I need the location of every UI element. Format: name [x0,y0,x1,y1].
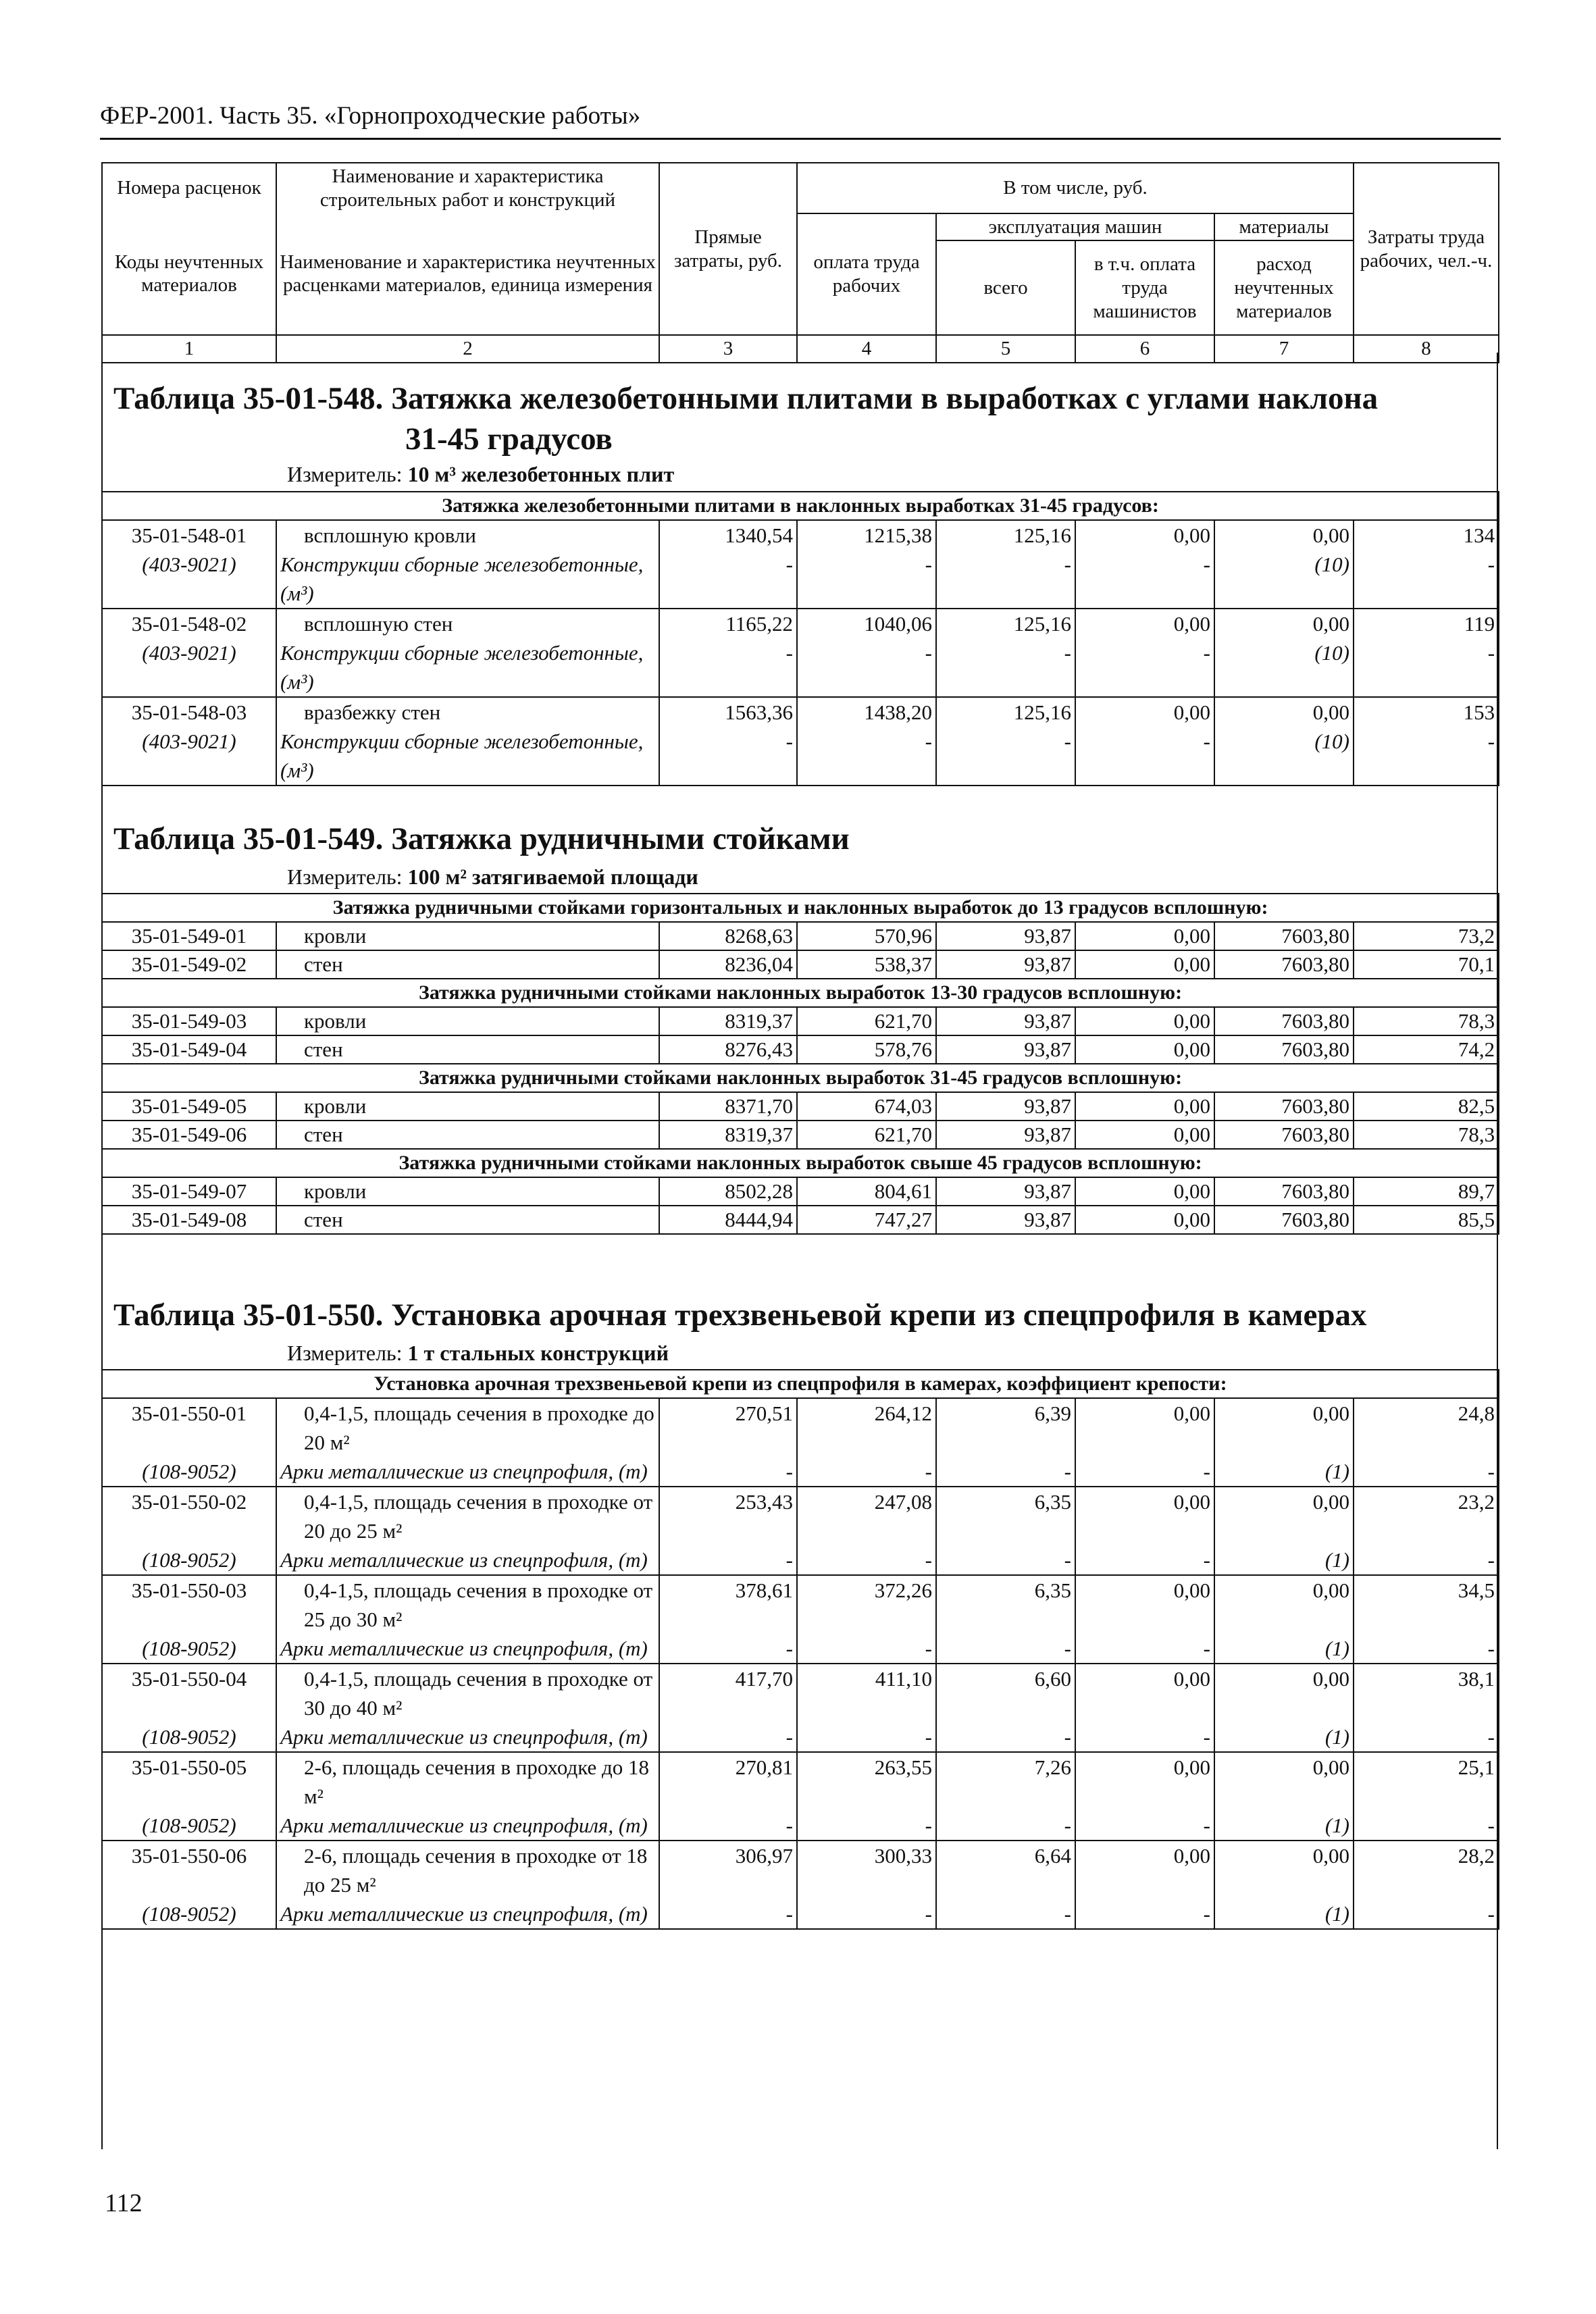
material-name: Арки металлические из спецпрофиля, (т) [276,1457,659,1487]
value-cell: 78,3 [1354,1121,1499,1149]
material-quantity: (1) [1214,1634,1354,1664]
rate-name: стен [276,1206,659,1234]
table-548-title: Таблица 35-01-548. Затяжка железобетонными плитами в выработках с углами наклона [113,381,1379,416]
rate-name: 0,4-1,5, площадь сечения в проходке до 20 м² [276,1398,659,1457]
material-name: Арки металлические из спецпрофиля, (т) [276,1899,659,1929]
section-title: Затяжка рудничными стойками наклонных выработок 13-30 градусов всплошную: [102,979,1499,1007]
empty-dash-cell: - [1075,1899,1214,1929]
empty-dash-cell: - [659,1634,797,1664]
page-number: 112 [105,2189,143,2217]
rate-code: 35-01-548-02 [102,609,276,638]
value-cell: 6,39 [936,1398,1075,1457]
value-cell: 0,00 [1075,922,1214,950]
rate-row [102,1664,1499,1722]
rate-name: всплошную стен [276,609,659,638]
material-row [102,1722,1499,1752]
rate-code: 35-01-550-06 [102,1841,276,1899]
rate-name: 0,4-1,5, площадь сечения в проходке от 30 до 40 м² [276,1664,659,1722]
rate-name: 2-6, площадь сечения в проходке до 18 м² [276,1752,659,1811]
empty-dash-cell: - [797,1722,936,1752]
empty-dash-cell: - [1354,727,1499,786]
rate-row [102,1398,1499,1457]
value-cell: 93,87 [936,950,1075,979]
value-cell: 0,00 [1214,1752,1354,1811]
section-header-row [102,1370,1499,1398]
section-title: Затяжка рудничными стойками наклонных выработок 31-45 градусов всплошную: [102,1064,1499,1092]
rate-code: 35-01-548-01 [102,520,276,550]
rate-code: 35-01-550-05 [102,1752,276,1811]
empty-dash-cell: - [1075,1634,1214,1664]
value-cell: 0,00 [1075,609,1214,638]
material-name: Арки металлические из спецпрофиля, (т) [276,1811,659,1841]
empty-dash-cell: - [659,638,797,697]
col-head-including: В том числе, руб. [797,163,1354,213]
value-cell: 23,2 [1354,1487,1499,1545]
material-row [102,1899,1499,1929]
value-cell: 0,00 [1075,1177,1214,1206]
value-cell: 300,33 [797,1841,936,1899]
empty-dash-cell: - [797,1634,936,1664]
material-code: (108-9052) [102,1899,276,1929]
value-cell: 0,00 [1214,1841,1354,1899]
value-cell: 0,00 [1075,1035,1214,1064]
empty-dash-cell: - [1075,727,1214,786]
value-cell: 372,26 [797,1575,936,1634]
page-header: ФЕР-2001. Часть 35. «Горнопроходческие работы» [100,102,641,130]
empty-dash-cell: - [1354,638,1499,697]
col-head-machines: эксплуатация машин [936,213,1214,241]
rate-name: всплошную кровли [276,520,659,550]
value-cell: 0,00 [1075,1007,1214,1035]
empty-dash-cell: - [659,1545,797,1575]
material-code: (108-9052) [102,1811,276,1841]
col-num: 2 [276,335,659,363]
value-cell: 1438,20 [797,697,936,727]
value-cell: 263,55 [797,1752,936,1811]
table-549-title: Таблица 35-01-549. Затяжка рудничными стойками [113,821,850,856]
section-title: Затяжка железобетонными плитами в наклонных выработках 31-45 градусов: [102,492,1499,520]
table-548-unit: Измеритель: 10 м³ железобетонных плит [287,462,675,486]
empty-dash-cell: - [797,1457,936,1487]
col-head-machinist-wages: в т.ч. оплата труда машинистов [1075,240,1214,335]
rate-row [102,1575,1499,1634]
empty-dash-cell: - [1075,1722,1214,1752]
value-cell: 93,87 [936,922,1075,950]
value-cell: 70,1 [1354,950,1499,979]
material-quantity: (1) [1214,1722,1354,1752]
material-code: (108-9052) [102,1634,276,1664]
value-cell: 0,00 [1075,1664,1214,1722]
material-name: Арки металлические из спецпрофиля, (т) [276,1634,659,1664]
empty-dash-cell: - [797,1545,936,1575]
value-cell: 6,35 [936,1575,1075,1634]
section-header-row [102,492,1499,520]
value-cell: 8371,70 [659,1092,797,1121]
value-cell: 0,00 [1075,1487,1214,1545]
material-code: (108-9052) [102,1457,276,1487]
rate-code: 35-01-549-06 [102,1121,276,1149]
value-cell: 8319,37 [659,1121,797,1149]
section-header-row [102,979,1499,1007]
value-cell: 1165,22 [659,609,797,638]
empty-dash-cell: - [797,727,936,786]
rate-row [102,609,1499,638]
rate-code: 35-01-549-05 [102,1092,276,1121]
value-cell: 34,5 [1354,1575,1499,1634]
rate-row [102,1121,1499,1149]
value-cell: 85,5 [1354,1206,1499,1234]
value-cell: 78,3 [1354,1007,1499,1035]
value-cell: 578,76 [797,1035,936,1064]
value-cell: 1340,54 [659,520,797,550]
value-cell: 0,00 [1214,1398,1354,1457]
material-quantity: (1) [1214,1899,1354,1929]
section-header-row [102,1064,1499,1092]
empty-dash-cell: - [659,727,797,786]
material-quantity: (10) [1214,550,1354,609]
value-cell: 538,37 [797,950,936,979]
rate-code: 35-01-549-02 [102,950,276,979]
col-head-code-bottom: Коды неучтенных материалов [102,213,276,336]
value-cell: 7603,80 [1214,1121,1354,1149]
value-cell: 7,26 [936,1752,1075,1811]
material-row [102,1457,1499,1487]
value-cell: 89,7 [1354,1177,1499,1206]
rate-row [102,1752,1499,1811]
material-code: (403-9021) [102,727,276,786]
col-head-direct-costs: Прямые затраты, руб. [659,163,797,335]
value-cell: 8276,43 [659,1035,797,1064]
col-head-labor: Затраты труда рабочих, чел.-ч. [1354,163,1499,335]
rate-row [102,1841,1499,1899]
rate-row [102,1487,1499,1545]
empty-dash-cell: - [1354,1545,1499,1575]
rate-name: стен [276,1121,659,1149]
value-cell: 93,87 [936,1007,1075,1035]
value-cell: 93,87 [936,1206,1075,1234]
rate-code: 35-01-549-01 [102,922,276,950]
column-header-table [101,162,1499,363]
table-548 [101,491,1499,786]
empty-dash-cell: - [1075,1545,1214,1575]
value-cell: 378,61 [659,1575,797,1634]
rate-code: 35-01-550-01 [102,1398,276,1457]
col-head-code-top: Номера расценок [102,163,276,213]
tables-area [101,353,1498,2149]
material-name: Арки металлические из спецпрофиля, (т) [276,1545,659,1575]
material-code: (108-9052) [102,1545,276,1575]
value-cell: 38,1 [1354,1664,1499,1722]
table-549-unit: Измеритель: 100 м² затягиваемой площади [287,865,698,889]
col-num: 3 [659,335,797,363]
value-cell: 0,00 [1075,1206,1214,1234]
material-quantity: (1) [1214,1545,1354,1575]
value-cell: 1215,38 [797,520,936,550]
value-cell: 7603,80 [1214,1206,1354,1234]
value-cell: 0,00 [1075,950,1214,979]
rate-row [102,1177,1499,1206]
value-cell: 674,03 [797,1092,936,1121]
value-cell: 306,97 [659,1841,797,1899]
value-cell: 411,10 [797,1664,936,1722]
rate-code: 35-01-549-08 [102,1206,276,1234]
empty-dash-cell: - [936,1811,1075,1841]
value-cell: 7603,80 [1214,1035,1354,1064]
value-cell: 8268,63 [659,922,797,950]
empty-dash-cell: - [1354,550,1499,609]
empty-dash-cell: - [659,1899,797,1929]
empty-dash-cell: - [1075,1457,1214,1487]
material-quantity: (1) [1214,1457,1354,1487]
value-cell: 621,70 [797,1121,936,1149]
material-row [102,550,1499,609]
table-550-unit: Измеритель: 1 т стальных конструкций [287,1341,669,1365]
rate-code: 35-01-549-03 [102,1007,276,1035]
value-cell: 125,16 [936,609,1075,638]
empty-dash-cell: - [659,1722,797,1752]
value-cell: 74,2 [1354,1035,1499,1064]
rate-name: 0,4-1,5, площадь сечения в проходке от 25 до 30 м² [276,1575,659,1634]
empty-dash-cell: - [1354,1811,1499,1841]
empty-dash-cell: - [1354,1722,1499,1752]
value-cell: 25,1 [1354,1752,1499,1811]
material-code: (108-9052) [102,1722,276,1752]
value-cell: 8319,37 [659,1007,797,1035]
value-cell: 0,00 [1075,1398,1214,1457]
empty-dash-cell: - [1354,1457,1499,1487]
rate-row [102,697,1499,727]
value-cell: 7603,80 [1214,1177,1354,1206]
table-548-title-line2: 31-45 градусов [405,421,613,457]
material-quantity: (10) [1214,638,1354,697]
section-header-row [102,1149,1499,1177]
value-cell: 0,00 [1075,520,1214,550]
material-name: Конструкции сборные железобетонные, (м³) [276,638,659,697]
value-cell: 24,8 [1354,1398,1499,1457]
rate-name: кровли [276,1177,659,1206]
value-cell: 7603,80 [1214,950,1354,979]
value-cell: 264,12 [797,1398,936,1457]
rate-row [102,950,1499,979]
empty-dash-cell: - [936,1457,1075,1487]
value-cell: 93,87 [936,1177,1075,1206]
value-cell: 1040,06 [797,609,936,638]
value-cell: 1563,36 [659,697,797,727]
value-cell: 0,00 [1075,1575,1214,1634]
rate-name: стен [276,950,659,979]
value-cell: 93,87 [936,1092,1075,1121]
rate-code: 35-01-548-03 [102,697,276,727]
value-cell: 6,60 [936,1664,1075,1722]
value-cell: 7603,80 [1214,1007,1354,1035]
rate-name: кровли [276,922,659,950]
value-cell: 153 [1354,697,1499,727]
value-cell: 747,27 [797,1206,936,1234]
col-num: 7 [1214,335,1354,363]
empty-dash-cell: - [1075,638,1214,697]
empty-dash-cell: - [659,1457,797,1487]
section-title: Установка арочная трехзвеньевой крепи из спецпрофиля в камерах, коэффициент крепости: [102,1370,1499,1398]
table-550-title: Таблица 35-01-550. Установка арочная трехзвеньевой крепи из спецпрофиля в камерах [113,1297,1367,1333]
rate-code: 35-01-549-07 [102,1177,276,1206]
value-cell: 270,81 [659,1752,797,1811]
col-num: 5 [936,335,1075,363]
value-cell: 804,61 [797,1177,936,1206]
empty-dash-cell: - [1354,1899,1499,1929]
value-cell: 8444,94 [659,1206,797,1234]
empty-dash-cell: - [797,1899,936,1929]
value-cell: 0,00 [1214,520,1354,550]
value-cell: 28,2 [1354,1841,1499,1899]
empty-dash-cell: - [936,1545,1075,1575]
empty-dash-cell: - [1075,550,1214,609]
material-name: Конструкции сборные железобетонные, (м³) [276,550,659,609]
material-quantity: (10) [1214,727,1354,786]
value-cell: 0,00 [1214,1575,1354,1634]
col-num: 4 [797,335,936,363]
rate-row [102,1035,1499,1064]
section-title: Затяжка рудничными стойками наклонных выработок свыше 45 градусов всплошную: [102,1149,1499,1177]
empty-dash-cell: - [936,1634,1075,1664]
empty-dash-cell: - [936,638,1075,697]
header-rule [100,138,1501,140]
value-cell: 93,87 [936,1035,1075,1064]
material-row [102,1634,1499,1664]
col-head-wages: оплата труда рабочих [797,213,936,336]
rate-code: 35-01-550-03 [102,1575,276,1634]
section-title: Затяжка рудничными стойками горизонтальных и наклонных выработок до 13 градусов всплошную: [102,894,1499,922]
empty-dash-cell: - [936,1899,1075,1929]
value-cell: 270,51 [659,1398,797,1457]
empty-dash-cell: - [659,550,797,609]
empty-dash-cell: - [1075,1811,1214,1841]
col-head-materials: материалы [1214,213,1354,241]
rate-row [102,1092,1499,1121]
material-code: (403-9021) [102,638,276,697]
rate-name: вразбежку стен [276,697,659,727]
col-num: 8 [1354,335,1499,363]
rate-code: 35-01-550-02 [102,1487,276,1545]
empty-dash-cell: - [936,550,1075,609]
value-cell: 73,2 [1354,922,1499,950]
value-cell: 570,96 [797,922,936,950]
value-cell: 0,00 [1075,1092,1214,1121]
material-code: (403-9021) [102,550,276,609]
value-cell: 134 [1354,520,1499,550]
value-cell: 0,00 [1075,1752,1214,1811]
table-550 [101,1369,1499,1930]
empty-dash-cell: - [797,550,936,609]
value-cell: 6,64 [936,1841,1075,1899]
value-cell: 7603,80 [1214,1092,1354,1121]
value-cell: 7603,80 [1214,922,1354,950]
rate-code: 35-01-549-04 [102,1035,276,1064]
col-head-machines-total: всего [936,240,1075,335]
value-cell: 0,00 [1075,1121,1214,1149]
value-cell: 0,00 [1214,1664,1354,1722]
material-quantity: (1) [1214,1811,1354,1841]
material-row [102,727,1499,786]
value-cell: 125,16 [936,520,1075,550]
material-row [102,638,1499,697]
rate-row [102,1206,1499,1234]
value-cell: 247,08 [797,1487,936,1545]
rate-row [102,1007,1499,1035]
empty-dash-cell: - [797,1811,936,1841]
value-cell: 8502,28 [659,1177,797,1206]
col-num: 6 [1075,335,1214,363]
col-head-name-bottom: Наименование и характеристика неучтенных расценками материалов, единица измерения [276,213,659,336]
rate-row [102,520,1499,550]
rate-code: 35-01-550-04 [102,1664,276,1722]
col-head-name-top: Наименование и характеристика строительных работ и конструкций [276,163,659,213]
value-cell: 417,70 [659,1664,797,1722]
empty-dash-cell: - [797,638,936,697]
value-cell: 0,00 [1214,697,1354,727]
value-cell: 0,00 [1214,1487,1354,1545]
value-cell: 8236,04 [659,950,797,979]
value-cell: 0,00 [1214,609,1354,638]
value-cell: 119 [1354,609,1499,638]
rate-row [102,922,1499,950]
rate-name: кровли [276,1007,659,1035]
empty-dash-cell: - [1354,1634,1499,1664]
value-cell: 0,00 [1075,697,1214,727]
col-head-material-use: расход неучтенных материалов [1214,240,1354,335]
value-cell: 621,70 [797,1007,936,1035]
empty-dash-cell: - [659,1811,797,1841]
rate-name: стен [276,1035,659,1064]
section-header-row [102,894,1499,922]
material-name: Арки металлические из спецпрофиля, (т) [276,1722,659,1752]
value-cell: 0,00 [1075,1841,1214,1899]
col-num: 1 [102,335,276,363]
value-cell: 82,5 [1354,1092,1499,1121]
value-cell: 93,87 [936,1121,1075,1149]
value-cell: 253,43 [659,1487,797,1545]
material-row [102,1811,1499,1841]
rate-name: 0,4-1,5, площадь сечения в проходке от 20 до 25 м² [276,1487,659,1545]
rate-name: кровли [276,1092,659,1121]
rate-name: 2-6, площадь сечения в проходке от 18 до 25 м² [276,1841,659,1899]
material-row [102,1545,1499,1575]
value-cell: 125,16 [936,697,1075,727]
empty-dash-cell: - [936,727,1075,786]
table-549 [101,893,1499,1235]
material-name: Конструкции сборные железобетонные, (м³) [276,727,659,786]
empty-dash-cell: - [936,1722,1075,1752]
value-cell: 6,35 [936,1487,1075,1545]
